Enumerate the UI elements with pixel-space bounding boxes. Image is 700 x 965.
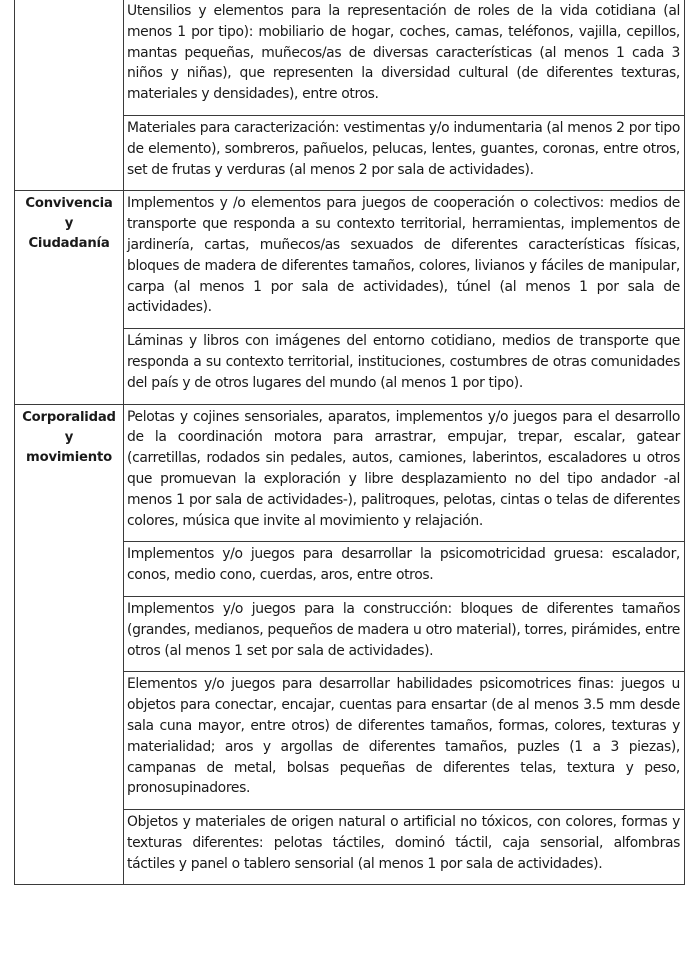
item-text: Elementos y/o juegos para desarrollar habilidades psicomotrices finas: juegos u objetos para conectar, encajar, cuentas para ensartar (de al menos 3.5 mm desde sala cuna mayor, entre otros) de diferentes tamaños, formas, colores, texturas y materialidad; aros y argollas de diferentes tamaños, puzles (1 a 3 piezas), campanas de metal, bolsas pequeñas de diferentes telas, textura y peso, pronosupinadores. — [127, 676, 680, 797]
materials-table — [14, 0, 685, 885]
item-text: Láminas y libros con imágenes del entorno cotidiano, medios de transporte que responda a su contexto territorial, instituciones, costumbres de otras comunidades del país y de otros lugares del mundo (al menos 1 por tipo). — [127, 333, 680, 391]
item-text: Materiales para caracterización: vestimentas y/o indumentaria (al menos 2 por tipo de elemento), sombreros, pañuelos, pelucas, lentes, guantes, coronas, entre otros, set de frutas y verduras (al menos 2 por sala de actividades). — [127, 119, 680, 178]
category-line: Corporalidad — [22, 409, 116, 425]
category-cell — [15, 0, 124, 191]
item-text: Pelotas y cojines sensoriales, aparatos, implementos y/o juegos para el desarrollo de la coordinación motora para arrastrar, empujar, trepar, escalar, gatear (carretillas, rodados sin pedales, autos, camiones, laberintos, escaladores u otros que promuevan la exploración y libre desplazamiento no del tipo andador -al menos 1 por sala de actividades-), palitroques, pelotas, cintas o telas de diferentes colores, música que invite al movimiento y relajación. — [127, 408, 680, 529]
item-cell — [124, 329, 685, 404]
category-line: movimiento — [26, 449, 112, 465]
table-row — [15, 404, 685, 542]
category-cell-corporalidad — [15, 404, 124, 885]
category-line: y — [64, 429, 74, 445]
item-cell — [124, 810, 685, 885]
item-text: Objetos y materiales de origen natural o artificial no tóxicos, con colores, formas y texturas diferentes: pelotas táctiles, dominó táctil, caja sensorial, alfombras táctiles y panel o tablero sensorial (al menos 1 por sala de actividades). — [127, 814, 680, 872]
item-cell — [124, 0, 685, 115]
item-cell — [124, 596, 685, 671]
category-cell-convivencia — [15, 191, 124, 404]
item-cell — [124, 404, 685, 542]
category-label — [15, 405, 123, 468]
table-row — [15, 191, 685, 329]
category-line: Convivencia — [25, 196, 113, 212]
item-text: Utensilios y elementos para la representación de roles de la vida cotidiana (al menos 1 por tipo): mobiliario de hogar, coches, camas, teléfonos, vajilla, cepillos, mantas pequeñas, muñecos/as de diversas características (al menos 1 cada 3 niños y niñas), que representen la diversidad cultural (de diferentes texturas, materiales y densidades), entre otros. — [127, 3, 680, 103]
item-text: Implementos y/o juegos para desarrollar la psicomotricidad gruesa: escalador, conos, medio cono, cuerdas, aros, entre otros. — [127, 546, 680, 584]
item-text: Implementos y/o juegos para la construcción: bloques de diferentes tamaños (grandes, medianos, pequeños de madera u otro material), torres, pirámides, entre otros (al menos 1 set por sala de actividades). — [127, 600, 680, 659]
item-cell — [124, 672, 685, 810]
item-cell — [124, 542, 685, 597]
category-line: y — [64, 216, 74, 232]
item-cell — [124, 191, 685, 329]
table-row — [15, 0, 685, 115]
item-text: Implementos y /o elementos para juegos de cooperación o colectivos: medios de transporte que responda a su contexto territorial, herramientas, implementos de jardinería, cartas, muñecos/as sexuados de diferentes características físicas, bloques de madera de diferentes tamaños, colores, livianos y fáciles de manipular, carpa (al menos 1 por sala de actividades), túnel (al menos 1 por sala de actividades). — [127, 195, 680, 316]
item-cell — [124, 115, 685, 190]
category-label — [15, 191, 123, 254]
category-line: Ciudadanía — [28, 236, 110, 252]
